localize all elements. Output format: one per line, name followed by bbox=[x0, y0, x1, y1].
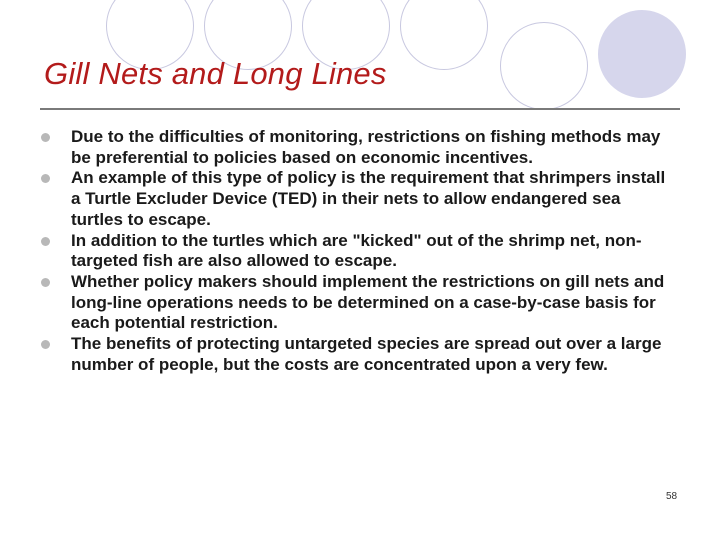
bullet-text: Due to the difficulties of monitoring, restrictions on fishing methods may be preferential to policies based on economic incentives. bbox=[71, 127, 661, 167]
page-number: 58 bbox=[666, 491, 678, 502]
list-item bbox=[40, 231, 676, 272]
bullet-text: Whether policy makers should implement the restrictions on gill nets and long-line operations needs to be determined on a case-by-case basis for each potential restriction. bbox=[71, 271, 665, 333]
bullet-list bbox=[40, 127, 676, 375]
list-item bbox=[40, 127, 676, 168]
bullet-icon bbox=[41, 237, 50, 246]
list-item bbox=[40, 272, 676, 334]
bullet-icon bbox=[41, 133, 50, 142]
bullet-text: An example of this type of policy is the requirement that shrimpers install a Turtle Excluder Device (TED) in their nets to allow endangered sea turtles to escape. bbox=[71, 168, 666, 229]
title-divider bbox=[40, 108, 680, 110]
slide-title: Gill Nets and Long Lines bbox=[44, 56, 387, 91]
circle-icon bbox=[500, 22, 588, 110]
circle-icon bbox=[400, 0, 488, 70]
bullet-icon bbox=[41, 278, 50, 287]
bullet-icon bbox=[41, 340, 50, 349]
filled-circle-icon bbox=[598, 10, 686, 98]
bullet-text: The benefits of protecting untargeted species are spread out over a large number of people, but the costs are concentrated upon a very few. bbox=[71, 334, 662, 374]
list-item bbox=[40, 334, 676, 375]
bullet-icon bbox=[41, 174, 50, 183]
list-item bbox=[40, 168, 676, 230]
bullet-text: In addition to the turtles which are "kicked" out of the shrimp net, non-targeted fish are also allowed to escape. bbox=[71, 230, 642, 271]
